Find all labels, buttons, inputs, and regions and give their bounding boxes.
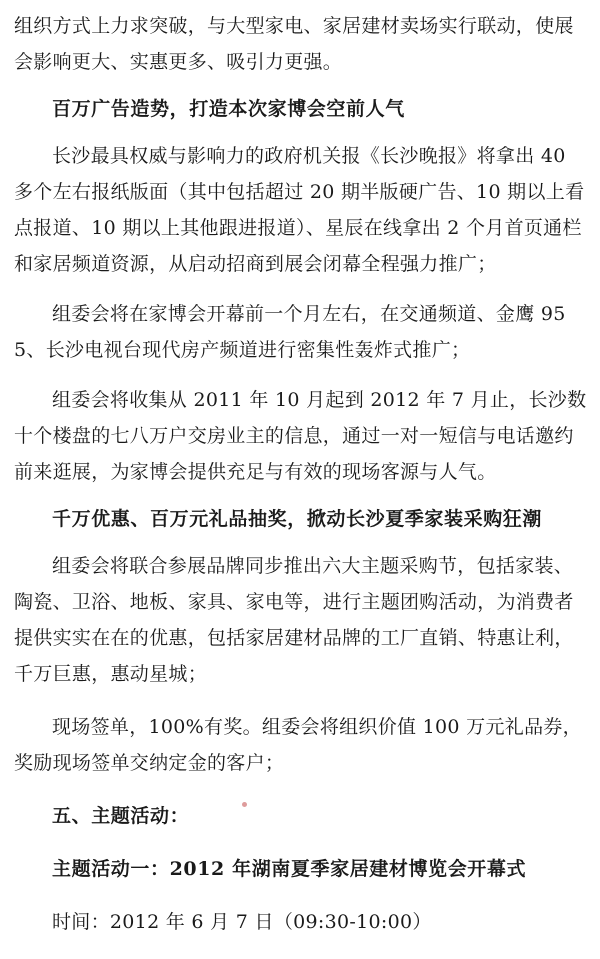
paragraph-changsha-evening-news: 长沙最具权威与影响力的政府机关报《长沙晚报》将拿出 40 多个左右报纸版面（其中包括超过 20 期半版硬广告、10 期以上看点报道、10 期以上其他跟进报道）、星辰在线拿出 2 个月首页通栏和家居频道资源，从启动招商到展会闭幕全程强力推广； [14,145,585,275]
scan-speck [242,802,247,807]
paragraph-onsite-signing-prizes: 现场签单，100%有奖。组委会将组织价值 100 万元礼品券，奖励现场签单交纳定金的客户； [14,716,582,774]
heading-discounts-lottery: 千万优惠、百万元礼品抽奖，掀动长沙夏季家装采购狂潮 [52,508,543,530]
heading-advertising: 百万广告造势，打造本次家博会空前人气 [52,98,405,120]
paragraph-opening-time: 时间：2012 年 6 月 7 日（09:30-10:00） [52,911,432,933]
heading-opening-ceremony: 主题活动一：2012 年湖南夏季家居建材博览会开幕式 [52,858,527,880]
paragraph-theme-shopping-festivals: 组委会将联合参展品牌同步推出六大主题采购节，包括家装、陶瓷、卫浴、地板、家具、家电等，进行主题团购活动，为消费者提供实实在在的优惠，包括家居建材品牌的工厂直销、特惠让利，千万巨惠，惠动星城； [14,555,574,685]
paragraph-exhibition-organization: 组织方式上力求突破，与大型家电、家居建材卖场实行联动，使展会影响更大、实惠更多、吸引力更强。 [14,15,574,73]
paragraph-homeowner-invitation: 组委会将收集从 2011 年 10 月起到 2012 年 7 月止，长沙数十个楼盘的七八万户交房业主的信息，通过一对一短信与电话邀约前来逛展，为家博会提供充足与有效的现场客源与人气。 [14,389,587,483]
heading-theme-activities: 五、主题活动： [52,805,190,827]
paragraph-radio-tv-promotion: 组委会将在家博会开幕前一个月左右，在交通频道、金鹰 955、长沙电视台现代房产频道进行密集性轰炸式推广； [14,303,566,361]
